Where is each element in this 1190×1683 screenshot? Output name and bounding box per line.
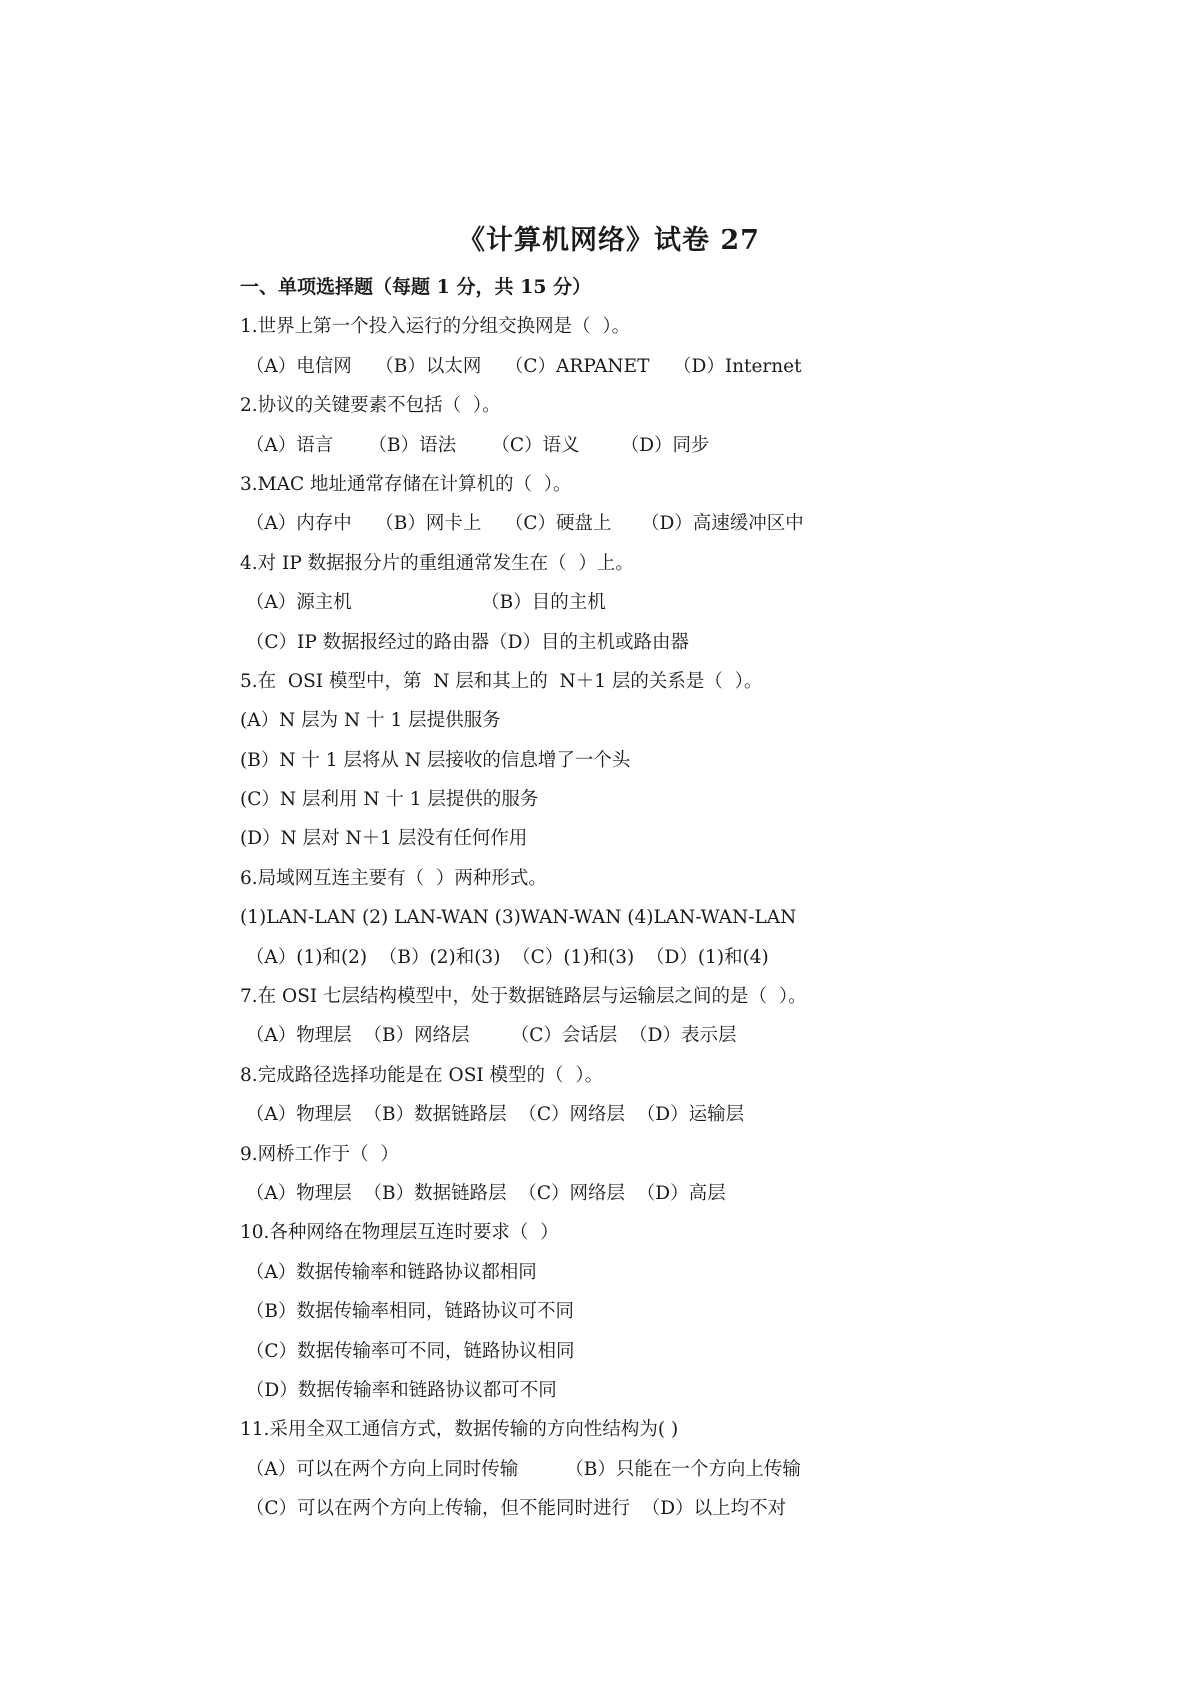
question-10: 10.各种网络在物理层互连时要求（ ） bbox=[240, 1222, 559, 1244]
question-10-option-b: （B）数据传输率相同，链路协议可不同 bbox=[240, 1301, 574, 1323]
question-11-options-ab: （A）可以在两个方向上同时传输 （B）只能在一个方向上传输 bbox=[240, 1458, 801, 1480]
question-3: 3.MAC 地址通常存储在计算机的（ ）。 bbox=[240, 473, 572, 495]
question-3-options: （A）内存中 （B）网卡上 （C）硬盘上 （D）高速缓冲区中 bbox=[240, 513, 804, 535]
question-8: 8.完成路径选择功能是在 OSI 模型的（ ）。 bbox=[240, 1064, 604, 1086]
section-heading: 一、单项选择题（每题 1 分，共 15 分） bbox=[240, 276, 592, 298]
question-5: 5.在 OSI 模型中，第 N 层和其上的 N＋1 层的关系是（ ）。 bbox=[240, 670, 763, 692]
question-5-option-a: (A）N 层为 N 十 1 层提供服务 bbox=[240, 710, 501, 732]
question-2: 2.协议的关键要素不包括（ ）。 bbox=[240, 395, 501, 417]
question-10-option-c: （C）数据传输率可不同，链路协议相同 bbox=[240, 1340, 575, 1362]
question-1: 1.世界上第一个投入运行的分组交换网是（ ）。 bbox=[240, 316, 631, 338]
question-10-option-a: （A）数据传输率和链路协议都相同 bbox=[240, 1261, 537, 1283]
question-4-options-cd: （C）IP 数据报经过的路由器（D）目的主机或路由器 bbox=[240, 631, 690, 653]
exam-content bbox=[240, 268, 1140, 1529]
exam-title: 《计算机网络》试卷 27 bbox=[458, 225, 760, 256]
question-7: 7.在 OSI 七层结构模型中，处于数据链路层与运输层之间的是（ ）。 bbox=[240, 986, 807, 1008]
question-2-options: （A）语言 （B）语法 （C）语义 （D）同步 bbox=[240, 434, 710, 456]
question-6-forms: (1)LAN-LAN (2) LAN-WAN (3)WAN-WAN (4)LAN-WAN-LAN bbox=[240, 907, 797, 929]
question-4-options-ab: （A）源主机 （B）目的主机 bbox=[240, 592, 606, 614]
question-10-option-d: （D）数据传输率和链路协议都可不同 bbox=[240, 1379, 557, 1401]
question-9: 9.网桥工作于（ ） bbox=[240, 1143, 399, 1165]
question-7-options: （A）物理层 （B）网络层 （C）会话层 （D）表示层 bbox=[240, 1025, 737, 1047]
question-5-option-c: (C）N 层利用 N 十 1 层提供的服务 bbox=[240, 789, 539, 811]
question-11-options-cd: （C）可以在两个方向上传输，但不能同时进行 （D）以上均不对 bbox=[240, 1498, 787, 1520]
question-9-options: （A）物理层 （B）数据链路层 （C）网络层 （D）高层 bbox=[240, 1182, 726, 1204]
question-5-option-b: (B）N 十 1 层将从 N 层接收的信息增了一个头 bbox=[240, 749, 631, 771]
question-1-options: （A）电信网 （B）以太网 （C）ARPANET （D）Internet bbox=[240, 355, 802, 377]
question-6-options: （A）(1)和(2) （B）(2)和(3) （C）(1)和(3) （D）(1)和(4) bbox=[240, 946, 769, 968]
question-8-options: （A）物理层 （B）数据链路层 （C）网络层 （D）运输层 bbox=[240, 1104, 745, 1126]
question-11: 11.采用全双工通信方式，数据传输的方向性结构为( ) bbox=[240, 1419, 679, 1441]
question-4: 4.对 IP 数据报分片的重组通常发生在（ ）上。 bbox=[240, 552, 634, 574]
question-5-option-d: (D）N 层对 N＋1 层没有任何作用 bbox=[240, 828, 528, 850]
question-6: 6.局域网互连主要有（ ）两种形式。 bbox=[240, 867, 547, 889]
